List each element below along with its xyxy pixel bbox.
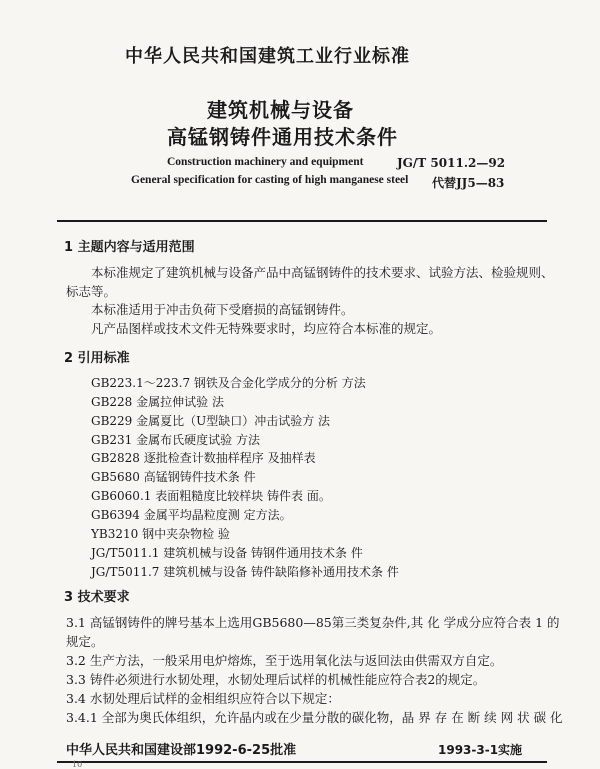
item-3-4: 3.4 水韧处理后试样的金相组织应符合以下规定：: [66, 691, 340, 706]
english-title-line2: General specification for casting of high manganese steel: [131, 174, 409, 186]
section1-para1-line2: 标志等。: [66, 284, 117, 299]
english-title-line1: Construction machinery and equipment: [167, 156, 364, 168]
section1-para1-line1: 本标准规定了建筑机械与设备产品中高锰钢铸件的技术要求、试验方法、检验规则、: [91, 265, 554, 280]
replaces-standard: 代替JJ5—83: [432, 176, 505, 190]
section2-heading: 2 引用标准: [64, 351, 130, 366]
document-title-line2: 高锰钢铸件通用技术条件: [167, 125, 398, 149]
standard-level-heading: 中华人民共和国建筑工业行业标准: [125, 46, 410, 67]
reference-item: GB6394 金属平均晶粒度测 定方法。: [91, 508, 292, 522]
reference-item: GB229 金属夏比（U型缺口）冲击试验方 法: [91, 414, 331, 428]
footer-divider: [57, 761, 547, 763]
standard-code: JG/T 5011.2—92: [397, 156, 506, 170]
reference-item: GB6060.1 表面粗糙度比较样块 铸件表 面。: [91, 489, 331, 503]
section1-heading: 1 主题内容与适用范围: [64, 240, 195, 255]
section1-para3: 凡产品图样或技术文件无特殊要求时，均应符合本标准的规定。: [91, 321, 442, 336]
item-3-2: 3.2 生产方法，一般采用电炉熔炼，至于选用氧化法与返回法由供需双方自定。: [66, 653, 503, 668]
page-number: 10: [72, 760, 83, 769]
reference-item: GB2828 逐批检查计数抽样程序 及抽样表: [91, 451, 316, 465]
section1-para2: 本标准适用于冲击负荷下受磨损的高锰钢铸件。: [91, 302, 354, 317]
header-divider: [57, 220, 547, 222]
item-3-3: 3.3 铸件必须进行水韧处理，水韧处理后试样的机械性能应符合表2的规定。: [66, 672, 486, 687]
approval-line: 中华人民共和国建设部1992-6-25批准: [66, 743, 297, 758]
reference-item: JG/T5011.1 建筑机械与设备 铸钢件通用技术条 件: [91, 546, 363, 560]
document-title-line1: 建筑机械与设备: [207, 98, 354, 122]
reference-item: YB3210 钢中夹杂物检 验: [91, 527, 230, 541]
item-3-1-line1: 3.1 高锰钢铸件的牌号基本上选用GB5680—85第三类复杂件,其 化 学成分应符合表 1 的: [66, 615, 560, 630]
reference-item: GB5680 高锰钢铸件技术条 件: [91, 470, 256, 484]
reference-item: GB231 金属布氏硬度试验 方法: [91, 433, 260, 447]
section3-heading: 3 技术要求: [64, 590, 130, 605]
implementation-date: 1993-3-1实施: [438, 743, 523, 757]
item-3-1-line2: 规定。: [66, 634, 104, 649]
item-3-4-1: 3.4.1 全部为奥氏体组织，允许晶内或在少量分散的碳化物，晶 界 存 在 断 续 网 状 碳 化: [66, 710, 563, 725]
reference-item: GB228 金属拉伸试验 法: [91, 395, 224, 409]
reference-item: JG/T5011.7 建筑机械与设备 铸件缺陷修补通用技术条 件: [91, 565, 399, 579]
reference-item: GB223.1～223.7 钢铁及合金化学成分的分析 方法: [91, 376, 366, 390]
